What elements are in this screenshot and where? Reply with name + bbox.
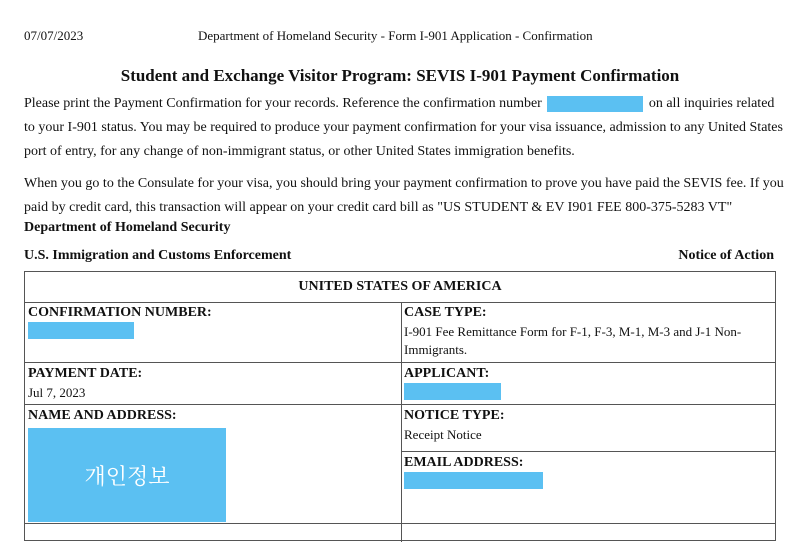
row-divider xyxy=(25,523,775,524)
name-address-label: NAME AND ADDRESS: xyxy=(28,408,177,423)
confirmation-number-cell xyxy=(28,302,398,339)
agency-label: Department of Homeland Security xyxy=(24,220,231,235)
applicant-cell xyxy=(404,363,772,400)
confirmation-number-label: CONFIRMATION NUMBER: xyxy=(28,305,212,320)
intro-paragraph xyxy=(24,92,784,164)
column-divider xyxy=(401,302,402,542)
confirmation-number-value-redaction xyxy=(28,322,134,339)
consulate-paragraph: When you go to the Consulate for your visa, you should bring your payment confirmation to prove you have paid the SEVIS fee. If you paid by credit card, this transaction will appear on your credit card bill as "US STUDENT & EV I901 FEE 800-375-5283 VT" xyxy=(24,176,784,215)
payment-date-cell xyxy=(28,363,398,402)
notice-type-cell xyxy=(404,405,772,444)
name-address-cell xyxy=(28,405,398,522)
email-label: EMAIL ADDRESS: xyxy=(404,455,524,470)
name-address-redaction: 개인정보 xyxy=(28,428,226,522)
case-type-cell xyxy=(404,302,772,359)
intro-text-part2: on all inquiries related to your I-901 status. You may be required to produce your payment confirmation for your visa issuance, admission to any United States port of entry, for any change of non-immigrant status, or other United States immigration benefits. xyxy=(24,96,783,159)
notice-type-value: Receipt Notice xyxy=(404,427,482,442)
applicant-label: APPLICANT: xyxy=(404,366,490,381)
email-value-redaction xyxy=(404,472,543,489)
table-heading: UNITED STATES OF AMERICA xyxy=(25,272,775,303)
email-cell xyxy=(404,452,772,489)
sub-agency-label: U.S. Immigration and Customs Enforcement xyxy=(24,248,292,263)
page-title: Student and Exchange Visitor Program: SEVIS I-901 Payment Confirmation xyxy=(120,66,680,85)
intro-text-part1: Please print the Payment Confirmation for your records. Reference the confirmation number xyxy=(24,96,546,111)
confirmation-table xyxy=(24,271,776,541)
print-header-title: Department of Homeland Security - Form I-901 Application - Confirmation xyxy=(198,28,593,43)
case-type-label: CASE TYPE: xyxy=(404,305,487,320)
notice-of-action-label: Notice of Action xyxy=(678,248,774,263)
notice-type-label: NOTICE TYPE: xyxy=(404,408,505,423)
applicant-value-redaction xyxy=(404,383,501,400)
payment-date-label: PAYMENT DATE: xyxy=(28,366,143,381)
case-type-value: I-901 Fee Remittance Form for F-1, F-3, M-1, M-3 and J-1 Non-Immigrants. xyxy=(404,324,742,357)
payment-date-value: Jul 7, 2023 xyxy=(28,385,86,400)
confirmation-number-redaction xyxy=(547,96,643,112)
print-date: 07/07/2023 xyxy=(24,28,84,43)
